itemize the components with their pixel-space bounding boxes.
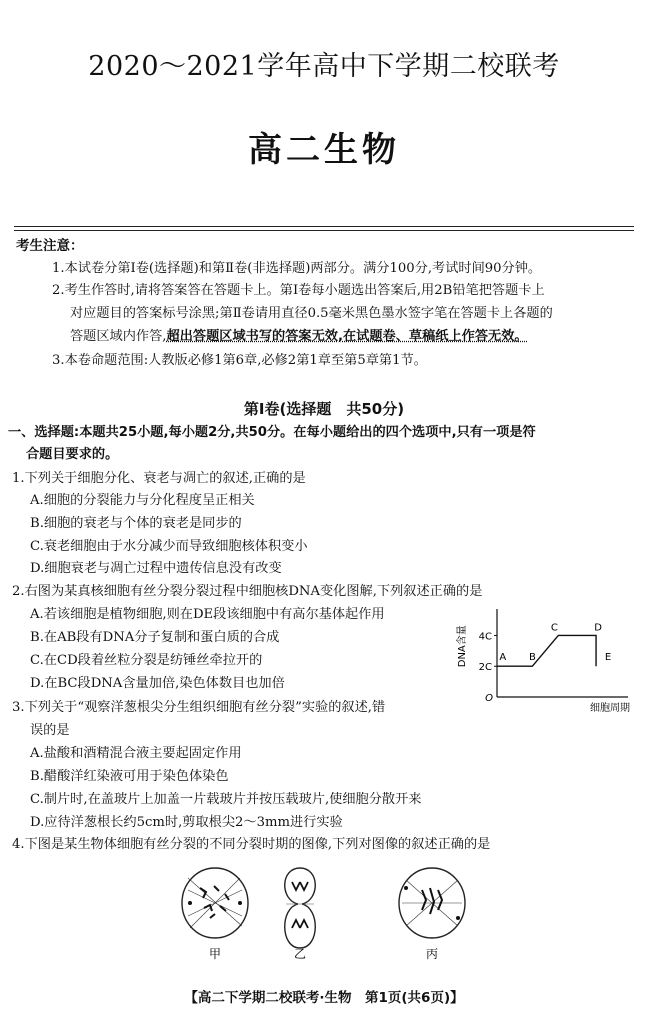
note-item-2: 2.考生作答时,请将答案答在答题卡上。第Ⅰ卷每小题选出答案后,用2B铅笔把答题卡上: [52, 283, 545, 298]
note-item-2-emphasis: 超出答题区域书写的答案无效,在试题卷、草稿纸上作答无效。: [166, 329, 528, 344]
cell-jia: [182, 868, 248, 938]
note-item-2-cont2: [70, 326, 528, 348]
point-label-c: C: [550, 622, 558, 634]
note-item-3: 3.本卷命题范围:人教版必修1第6章,必修2第1章至第5章第1节。: [52, 353, 427, 368]
section-intro-cont: 合题目要求的。: [26, 447, 119, 462]
figure-label-yi: 乙: [293, 947, 307, 961]
q3-option-d: D.应待洋葱根长约5cm时,剪取根尖2～3mm进行实验: [30, 815, 343, 830]
notes-heading: 考生注意：: [16, 238, 84, 254]
q2-option-a: A.若该细胞是植物细胞,则在DE段该细胞中有高尔基体起作用: [30, 607, 385, 622]
top-rule-1: [14, 226, 634, 227]
question-3-stem: 3.下列关于“观察洋葱根尖分生组织细胞有丝分裂”实验的叙述,错: [12, 700, 386, 715]
point-label-e: E: [604, 652, 612, 664]
x-axis-label: 细胞周期: [590, 703, 630, 714]
origin-label: O: [485, 693, 493, 704]
figure-label-jia: 甲: [208, 947, 222, 961]
question-2-stem: 2.右图为某真核细胞有丝分裂分裂过程中细胞核DNA变化图解,下列叙述正确的是: [12, 584, 483, 599]
y-tick-label: 2C: [478, 662, 492, 674]
section-title: 第Ⅰ卷(选择题 共50分): [243, 400, 405, 418]
question-1-stem: 1.下列关于细胞分化、衰老与凋亡的叙述,正确的是: [12, 471, 306, 486]
q3-option-a: A.盐酸和酒精混合液主要起固定作用: [30, 746, 242, 761]
y-axis-label: DNA含量: [457, 625, 468, 668]
note-item-1: 1.本试卷分第Ⅰ卷(选择题)和第Ⅱ卷(非选择题)两部分。满分100分,考试时间90分钟。: [52, 261, 542, 276]
q2-option-b: B.在AB段有DNA分子复制和蛋白质的合成: [30, 630, 280, 645]
q1-option-d: D.细胞衰老与凋亡过程中遗传信息没有改变: [30, 561, 282, 576]
subject-title: 高二生物: [248, 130, 400, 170]
dna-content-chart: [455, 605, 635, 720]
chart-layer: [455, 609, 630, 714]
figure-label-bing: 丙: [425, 947, 439, 961]
y-tick-label: 4C: [478, 631, 492, 643]
note-item-2-cont: 对应题目的答案标号涂黑;第Ⅱ卷请用直径0.5毫米黑色墨水签字笔在答题卡上各题的: [70, 306, 553, 321]
q3-option-c: C.制片时,在盖玻片上加盖一片载玻片并按压载玻片,使细胞分散开来: [30, 792, 422, 807]
page-footer: 【高二下学期二校联考·生物 第1页(共6页)】: [184, 990, 464, 1006]
point-label-d: D: [594, 622, 602, 634]
point-label-b: B: [528, 652, 536, 664]
q1-option-b: B.细胞的衰老与个体的衰老是同步的: [30, 516, 242, 531]
dna-series-line: [497, 635, 596, 666]
q3-option-b: B.醋酸洋红染液可用于染色体染色: [30, 769, 229, 784]
cell-bing: [399, 868, 465, 938]
question-3-stem-cont: 误的是: [30, 723, 70, 738]
cell-yi: [285, 868, 316, 948]
section-intro: 一、选择题:本题共25小题,每小题2分,共50分。在每小题给出的四个选项中,只有一项是符: [8, 425, 536, 440]
point-label-a: A: [499, 652, 507, 664]
q2-option-c: C.在CD段着丝粒分裂是纺锤丝牵拉开的: [30, 653, 263, 668]
q1-option-a: A.细胞的分裂能力与分化程度呈正相关: [30, 493, 255, 508]
note-item-2-plain: 答题区域内作答,: [70, 329, 167, 344]
exam-title: 2020～2021学年高中下学期二校联考: [88, 51, 560, 82]
mitosis-figures: [170, 858, 480, 964]
q1-option-c: C.衰老细胞由于水分减少而导致细胞核体积变小: [30, 539, 308, 554]
question-4-stem: 4.下图是某生物体细胞有丝分裂的不同分裂时期的图像,下列对图像的叙述正确的是: [12, 837, 491, 852]
top-rule-2: [14, 230, 634, 231]
q2-option-d: D.在BC段DNA含量加倍,染色体数目也加倍: [30, 676, 285, 691]
